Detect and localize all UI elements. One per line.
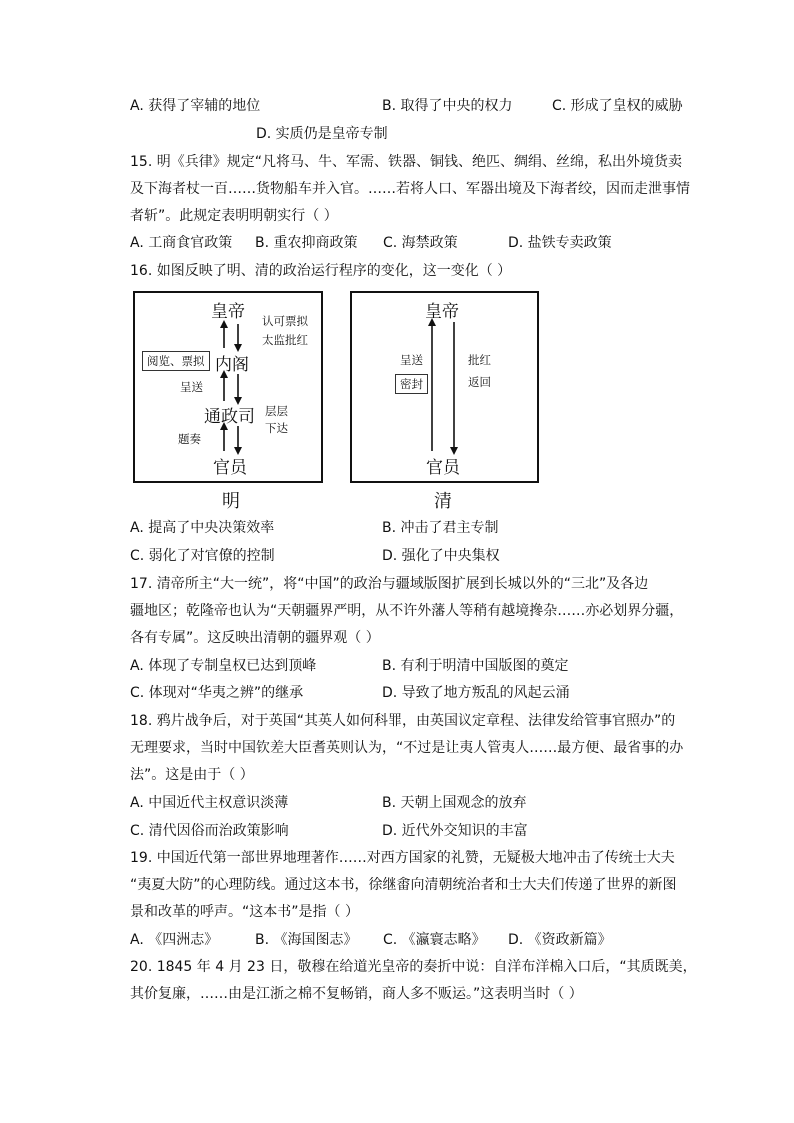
ming-office-label: 通政司 — [204, 407, 255, 427]
q15-stem-line-3: 者斩”。此规定表明明朝实行（ ） — [130, 208, 338, 224]
q17-stem-line-2: 疆地区；乾隆帝也认为“天朝疆界严明，从不许外藩人等稍有越境搀杂……亦必划界分疆， — [130, 603, 684, 619]
q19-option-d: D. 《资政新篇》 — [508, 932, 612, 948]
q16-option-c: C. 弱化了对官僚的控制 — [130, 548, 275, 564]
ming-caption: 明 — [222, 491, 240, 512]
q15-option-b: B. 重农抑商政策 — [255, 235, 358, 251]
q16-option-d: D. 强化了中央集权 — [382, 548, 500, 564]
q17-stem-line-1: 17. 清帝所主“大一统”，将“中国”的政治与疆域版图扩展到长城以外的“三北”及各边 — [130, 576, 649, 592]
qing-caption: 清 — [434, 491, 452, 512]
ming-down-note-1: 层层 — [265, 404, 288, 418]
ming-approve-note-1: 认可票拟 — [262, 314, 308, 328]
q14-option-c: C. 形成了皇权的威胁 — [552, 98, 683, 114]
q17-option-c: C. 体现对“华夷之辨”的继承 — [130, 685, 304, 701]
ming-approve-note-2: 太监批红 — [262, 333, 308, 347]
qing-return-note-2: 返回 — [468, 375, 491, 389]
q15-option-a: A. 工商食官政策 — [130, 235, 233, 251]
q15-option-d: D. 盐铁专卖政策 — [508, 235, 612, 251]
q20-stem-line-1: 20. 1845 年 4 月 23 日，敬穆在给道光皇帝的奏折中说：自洋布洋棉入口后，“其质既美， — [130, 959, 697, 975]
q18-option-a: A. 中国近代主权意识淡薄 — [130, 795, 289, 811]
q19-stem-line-3: 景和改革的呼声。“这本书”是指（ ） — [130, 904, 359, 920]
q18-option-b: B. 天朝上国观念的放弃 — [382, 795, 527, 811]
ming-cabinet-label: 内阁 — [215, 355, 249, 375]
q19-stem-line-2: “夷夏大防”的心理防线。通过这本书，徐继畬向清朝统治者和士大夫们传递了世界的新图 — [130, 877, 677, 893]
q14-option-b: B. 取得了中央的权力 — [382, 98, 513, 114]
q18-stem-line-1: 18. 鸦片战争后，对于英国“其英人如何科罪，由英国议定章程、法律发给管事官照办”的 — [130, 713, 676, 729]
q15-stem-line-2: 及下海者杖一百……货物船车并入官。……若将人口、军器出境及下海者绞，因而走泄事情 — [130, 181, 690, 197]
q19-option-a: A. 《四洲志》 — [130, 932, 219, 948]
q18-option-c: C. 清代因俗而治政策影响 — [130, 823, 289, 839]
q19-option-c: C. 《瀛寰志略》 — [383, 932, 486, 948]
q15-option-c: C. 海禁政策 — [383, 235, 458, 251]
q19-option-b: B. 《海国图志》 — [255, 932, 358, 948]
ming-officials-label: 官员 — [213, 458, 247, 478]
q14-option-d: D. 实质仍是皇帝专制 — [256, 126, 388, 142]
ming-submit-note: 呈送 — [180, 380, 203, 394]
q18-option-d: D. 近代外交知识的丰富 — [382, 823, 528, 839]
q17-stem-line-3: 各有专属”。这反映出清朝的疆界观（ ） — [130, 630, 380, 646]
q15-stem-line-1: 15. 明《兵律》规定“凡将马、牛、军需、铁器、铜钱、绝匹、绸绢、丝绵，私出外境货卖 — [130, 154, 682, 170]
qing-submit-note: 呈送 — [400, 353, 423, 367]
qing-officials-label: 官员 — [426, 458, 460, 478]
qing-return-note-1: 批红 — [468, 353, 491, 367]
ming-review-draft-box: 阅览、票拟 — [142, 351, 210, 371]
qing-emperor-label: 皇帝 — [425, 302, 459, 322]
q18-stem-line-2: 无理要求，当时中国钦差大臣耆英则认为，“不过是让夷人管夷人……最方便、最省事的办 — [130, 740, 684, 756]
ming-emperor-label: 皇帝 — [211, 302, 245, 322]
q17-option-d: D. 导致了地方叛乱的风起云涌 — [382, 685, 570, 701]
ming-memorial-note: 题奏 — [178, 432, 201, 446]
q16-option-b: B. 冲击了君主专制 — [382, 520, 499, 536]
q16-option-a: A. 提高了中央决策效率 — [130, 520, 275, 536]
q20-stem-line-2: 其价复廉，……由是江浙之棉不复畅销，商人多不贩运。”这表明当时（ ） — [130, 986, 583, 1002]
q16-stem: 16. 如图反映了明、清的政治运行程序的变化，这一变化（ ） — [130, 263, 512, 279]
q17-option-a: A. 体现了专制皇权已达到顶峰 — [130, 658, 317, 674]
q18-stem-line-3: 法”。这是由于（ ） — [130, 767, 254, 783]
q14-option-a: A. 获得了宰辅的地位 — [130, 98, 261, 114]
q19-stem-line-1: 19. 中国近代第一部世界地理著作……对西方国家的礼赞，无疑极大地冲击了传统士大夫 — [130, 850, 675, 866]
ming-down-note-2: 下达 — [265, 421, 288, 435]
qing-sealed-box: 密封 — [395, 374, 428, 394]
q17-option-b: B. 有利于明清中国版图的奠定 — [382, 658, 569, 674]
